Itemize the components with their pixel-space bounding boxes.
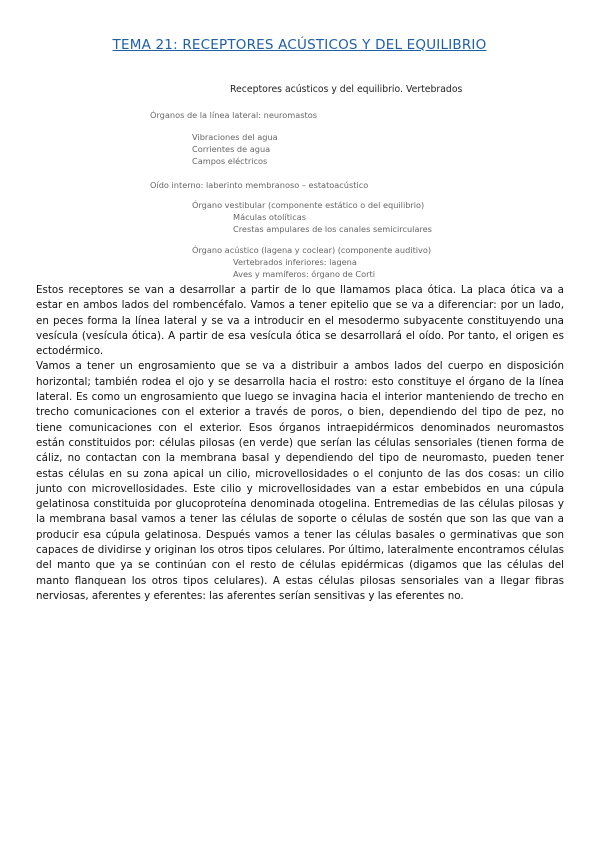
outline-figure [0, 0, 599, 280]
outline-heading: Receptores acústicos y del equilibrio. Vertebrados [230, 84, 463, 95]
paragraph: Estos receptores se van a desarrollar a partir de lo que llamamos placa ótica. La placa ótica va a estar en ambos lados del rombencéfalo. Vamos a tener epitelio que se va a diferenciar: por un lado, en peces forma la línea lateral y se va a introducir en el mesodermo subyacente constituyendo una vesícula (vesícula ótica). A partir de esa vesícula ótica se desarrollará el oído. Por tanto, el origen es ectodérmico. [36, 284, 564, 358]
paragraph: Vamos a tener un engrosamiento que se va a distribuir a ambos lados del cuerpo en disposición horizontal; también rodea el ojo y se desarrolla hacia el rostro: esto constituye el órgano de la línea lateral. Es como un engrosamiento que luego se invagina hacia el interior manteniendo de trecho en trecho comunicaciones con el exterior a través de poros, o bien, dependiendo del tipo de pez, no tiene comunicaciones con el exterior. Esos órganos intraepidérmicos denominados neuromastos están constituidos por: células pilosas (en verde) que serían las células sensoriales (tienen forma de cáliz, no contactan con la membrana basal y dependiendo del tipo de neuromasto, pueden tener estas células en su zona apical un cilio, microvellosidades o el conjunto de las dos cosas: un cilio junto con microvellosidades. Este cilio y microvellosidades van a estar embebidos en una cúpula gelatinosa constituida por glucoproteína denominada otogelina. Entremedias de las células pilosas y la membrana basal vamos a tener las células de soporte o células de sostén que son las que van a producir esa cúpula gelatinosa. Después vamos a tener las células basales o germinativas que son capaces de dividirse y originan los otros tipos celulares. Por último, lateralmente encontramos células del manto que ya se continúan con el resto de células epidérmicas (digamos que las células del manto flanquean los otros tipos celulares). A estas células pilosas sensoriales van a llegar fibras nerviosas, aferentes y eferentes: las aferentes serían sensitivas y las eferentes no. [36, 360, 564, 602]
outline-line: Máculas otolíticas [233, 212, 306, 222]
outline-line: Campos eléctricos [192, 156, 268, 166]
page-title: TEMA 21: RECEPTORES ACÚSTICOS Y DEL EQUILIBRIO [112, 37, 487, 53]
outline-line: Vertebrados inferiores: lagena [233, 257, 357, 267]
outline-line: Vibraciones del agua [192, 132, 278, 142]
outline-line: Oído interno: laberinto membranoso – estatoacústico [150, 180, 369, 190]
outline-line: Aves y mamíferos: órgano de Corti [233, 269, 375, 279]
outline-line: Corrientes de agua [192, 144, 271, 154]
outline-line: Órgano acústico (lagena y coclear) (componente auditivo) [192, 245, 432, 255]
outline-line: Órgano vestibular (componente estático o del equilibrio) [192, 200, 425, 210]
outline-line: Órganos de la línea lateral: neuromastos [150, 110, 317, 120]
body-text [36, 283, 564, 604]
outline-line: Crestas ampulares de los canales semicirculares [233, 224, 432, 234]
